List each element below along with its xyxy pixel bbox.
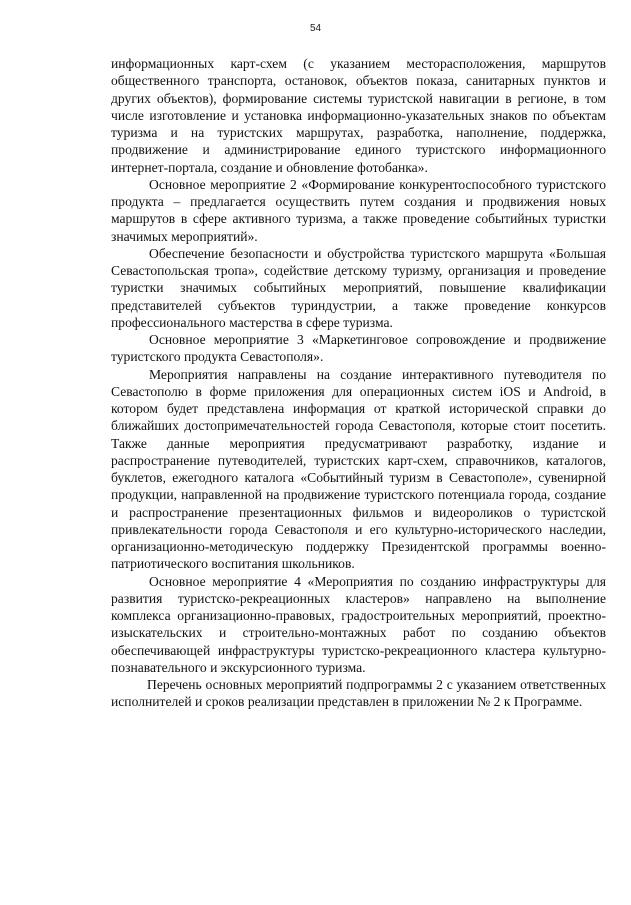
paragraph-main-activity-3: Основное мероприятие 3 «Маркетинговое сопровождение и продвижение туристского продукта Севастополя». — [111, 332, 606, 365]
paragraph-main-activity-4: Основное мероприятие 4 «Мероприятия по созданию инфраструктуры для развития туристско-рекреационных кластеров» направлено на выполнение комплекса организационно-правовых, градостроительных мероприятий, проектно-изыскательских и строительно-монтажных работ по созданию объектов обеспечивающей инфраструктуры туристско-рекреационного кластера культурно-познавательного и экскурсионного туризма. — [111, 573, 606, 675]
paragraph-main-activity-2: Основное мероприятие 2 «Формирование конкурентоспособного туристского продукта – предлагается осуществить путем создания и продвижения новых маршрутов в сфере активного туризма, а также проведение событийных туристки значимых мероприятий». — [111, 176, 606, 244]
document-body — [111, 55, 606, 711]
page-number: 54 — [309, 23, 322, 34]
paragraph-activities-list: Перечень основных мероприятий подпрограммы 2 с указанием ответственных исполнителей и сроков реализации представлен в приложении № 2 к Программе. — [111, 677, 606, 710]
paragraph-safety-trail: Обеспечение безопасности и обустройства туристского маршрута «Большая Севастопольская тропа», содействие детскому туризму, организация и проведение туристки значимых событийных мероприятий, повышение квалификации представителей субъектов туриндустрии, а также проведение конкурсов профессионального мастерства в сфере туризма. — [111, 245, 606, 330]
paragraph-interactive-guide: Мероприятия направлены на создание интерактивного путеводителя по Севастополю в форме приложения для операционных систем iOS и Android, в котором будет представлена информация от краткой исторической справки до ближайших достопримечательностей города Севастополя, которые стоит посетить. Также данные мероприятия предусматривают разработку, издание и распространение путеводителей, туристских карт-схем, справочников, каталогов, буклетов, ежегодного каталога «Событийный туризм в Севастополе», сувенирной продукции, направленной на продвижение туристского потенциала города, создание и распространение презентационных фильмов и видеороликов о туристской привлекательности города Севастополя и его культурно-исторического наследии, организационно-методическую поддержку Президентской программы военно-патриотического воспитания школьников. — [111, 366, 606, 572]
paragraph-map-schemes: информационных карт-схем (с указанием месторасположения, маршрутов общественного транспорта, остановок, объектов показа, санитарных пунктов и других объектов), формирование системы туристской навигации в регионе, в том числе изготовление и установка информационно-указательных знаков по объектам туризма и на туристских маршрутах, разработка, наполнение, поддержка, продвижение и администрирование единого туристского информационного интернет-портала, создание и обновление фотобанка». — [111, 56, 606, 175]
